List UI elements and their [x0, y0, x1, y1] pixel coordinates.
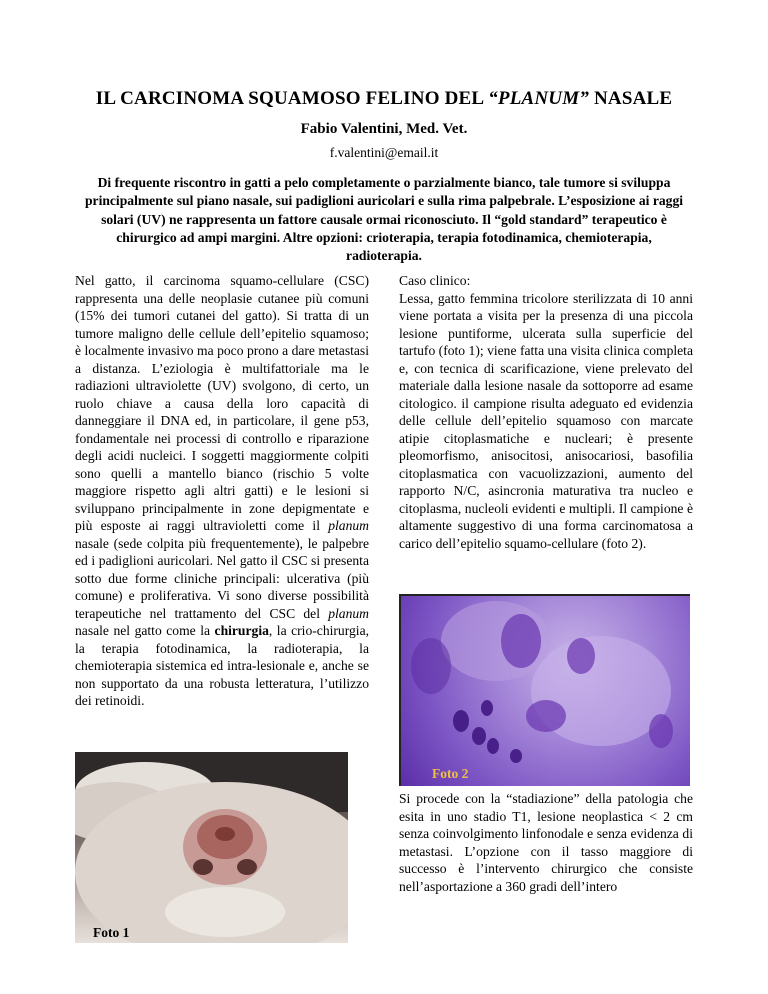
- text-segment: , la crio-chirurgia, la terapia fotodinamica, la radioterapia, la chemioterapia sistemica ed intra-lesionale e, anche se non supportato da una robusta letteratura, l’utilizzo dei retinoidi.: [75, 623, 370, 708]
- right-column: [399, 272, 693, 552]
- text-segment: Nel gatto, il carcinoma squamo-cellulare (CSC) rappresenta una delle neoplasie cutanee più comuni (15% dei tumori cutanei del gatto). Si tratta di un tumore maligno delle cellule dell’epitelio squamoso; è localmente invasivo ma poco prono a dare metastasi a distanza. L’eziologia è multifattoriale ma le radiazioni ultraviolette (UV) svolgono, di certo, un ruolo chiave a causa della loro capacità di danneggiare il DNA ed, in particolare, il gene p53, fondamentale nei processi di controllo e riparazione degli acidi nucleici. I soggetti maggiormente colpiti sono quelli a mantello bianco (rischio 5 volte maggiore rispetto agli altri gatti) e le lesioni si sviluppano principalmente in zone depigmentate e più esposte ai raggi ultravioletti come il: [75, 273, 369, 533]
- abstract: Di frequente riscontro in gatti a pelo completamente o parzialmente bianco, tale tumore si sviluppa principalmente sul piano nasale, sui padiglioni auricolari e sulla rima palpebrale. L’esposizione ai raggi solari (UV) ne rappresenta un fattore causale ormai riconosciuto. Il “gold standard” terapeutico è chirurgico ad ampi margini. Altre opzioni: crioterapia, terapia fotodinamica, chemioterapia, radioterapia.: [84, 175, 684, 264]
- title-text-end: NASALE: [589, 88, 673, 109]
- italic-term: planum: [328, 605, 369, 621]
- title-text: IL CARCINOMA SQUAMOSO FELINO DEL: [95, 88, 489, 109]
- foto-2-caption: Foto 2: [432, 766, 469, 781]
- author-email: f.valentini@email.it: [329, 145, 439, 160]
- photo-2-cytology: [399, 594, 690, 786]
- article-title: [0, 88, 768, 110]
- title-emphasis: “PLANUM”: [488, 88, 590, 109]
- italic-term: planum: [328, 518, 369, 533]
- left-column-text: [75, 272, 369, 710]
- cytology-image: [401, 596, 690, 786]
- right-column-continued: [399, 790, 693, 895]
- photo-1-cat-nose: [75, 752, 348, 943]
- author-name: Fabio Valentini, Med. Vet.: [300, 121, 468, 137]
- left-column: [75, 272, 369, 710]
- text-segment: nasale (sede colpita più frequentemente), le palpebre ed i padiglioni auricolari. Nel gatto il CSC si presenta sotto due forme cliniche principali: ulcerativa (più comune) e proliferativa. Vi sono diverse possibilità terapeutiche nel trattamento del CSC del: [75, 535, 369, 621]
- bold-term: chirurgia: [214, 623, 269, 638]
- text-segment: nasale nel gatto come la: [75, 623, 215, 638]
- staging-text: Si procede con la “stadiazione” della patologia che esita in uno stadio T1, lesione neoplastica < 2 cm senza coinvolgimento linfonodale e senza evidenza di metastasi. L’opzione con il tasso maggiore di successo è l’intervento chirurgico che consiste nell’asportazione a 360 gradi dell’intero: [399, 791, 693, 894]
- case-heading: Caso clinico:: [399, 273, 471, 288]
- cat-nose-image: [75, 752, 348, 943]
- case-text: Lessa, gatto femmina tricolore sterilizzata di 10 anni viene portata a visita per la presenza di una piccola lesione puntiforme, ulcerata sulla superficie del tartufo (foto 1); viene fatta una visita clinica completa e, con tecnica di scarificazione, viene prelevato del materiale dalla lesione nasale da sottoporre ad esame citologico. il campione risulta adeguato ed evidenzia delle cellule dell’epitelio squamoso con marcate atipie citoplasmatiche e nucleari; è presente pleomorfismo, anisocitosi, anisocariosi, basofilia citoplasmatica con vacuolizzazioni, aumento del rapporto N/C, asincronia maturativa tra nucleo e citoplasma, nucleoli evidenti e multipli. Il campione è altamente suggestivo di una forma carcinomatosa a carico dell’epitelio squamo-cellulare (foto 2).: [399, 290, 693, 551]
- foto-1-caption: Foto 1: [93, 925, 130, 940]
